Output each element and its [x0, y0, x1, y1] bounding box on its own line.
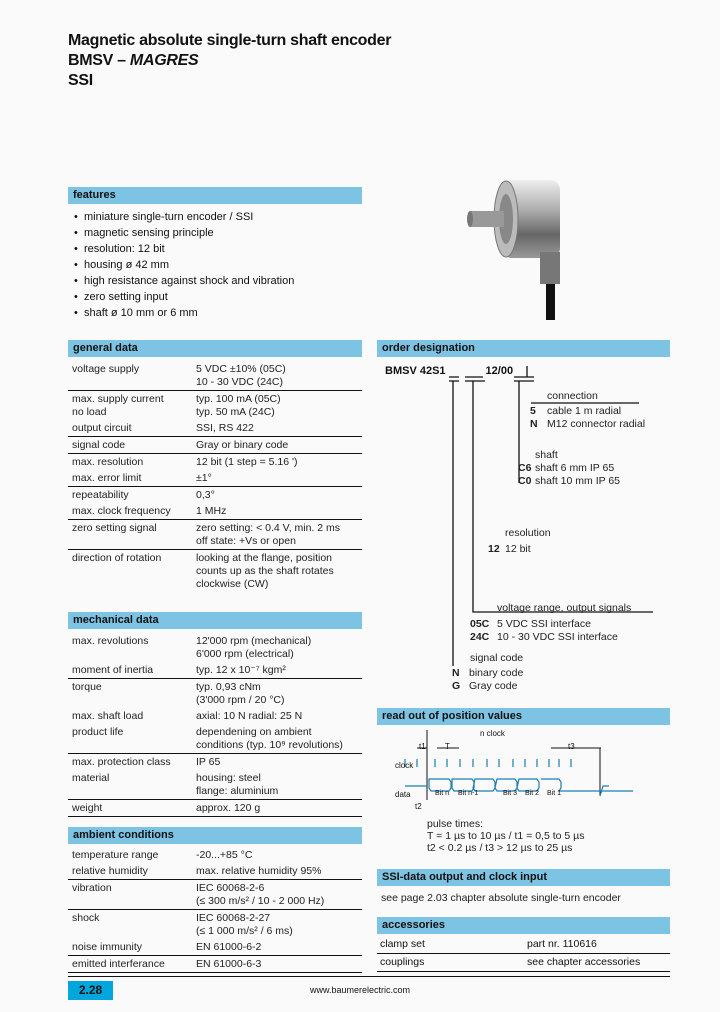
t1-label: t1: [419, 742, 426, 751]
signal-code-options: [452, 667, 523, 693]
row-label: direction of rotation: [72, 551, 162, 564]
row-group: [68, 520, 362, 550]
row-label: relative humidity: [72, 864, 148, 877]
voltage-option-code: 24C: [470, 631, 490, 643]
row-group: [68, 847, 362, 880]
row-group: [68, 880, 362, 910]
table-row: [68, 361, 362, 390]
t2-label: t2: [415, 802, 422, 811]
connection-option: [530, 418, 645, 431]
table-row: [68, 503, 362, 519]
row-label: max. error limit: [72, 471, 142, 484]
data-label: data: [395, 790, 411, 799]
row-value: dependening on ambient conditions (typ. 10⁹ revolutions): [196, 725, 343, 751]
table-row: [68, 956, 362, 972]
row-value: axial: 10 N radial: 25 N: [196, 709, 303, 722]
row-value: 1 MHz: [196, 504, 227, 517]
readout-heading: read out of position values: [377, 708, 670, 725]
row-group: [68, 800, 362, 817]
feature-item: • resolution: 12 bit: [74, 241, 294, 257]
row-value: IP 65: [196, 755, 221, 768]
accessory-value: see chapter accessories: [527, 956, 641, 968]
title-line2: [68, 52, 198, 70]
voltage-option-text: 5 VDC SSI interface: [497, 618, 591, 630]
page-number: 2.28: [68, 981, 113, 1000]
accessory-name: couplings: [380, 956, 425, 968]
table-row: [68, 454, 362, 470]
shaft-option: [518, 475, 620, 488]
feature-item: • zero setting input: [74, 289, 294, 305]
table-row: [68, 662, 362, 678]
row-group: [68, 391, 362, 437]
row-value: max. relative humidity 95%: [196, 864, 322, 877]
pulse-times-1: T = 1 µs to 10 µs / t1 = 0,5 to 5 µs: [427, 830, 585, 842]
row-label: voltage supply: [72, 362, 140, 375]
row-label: output circuit: [72, 421, 132, 434]
row-group: [68, 487, 362, 520]
row-value: looking at the flange, position counts up as the shaft rotates clockwise (CW): [196, 551, 334, 590]
row-label: max. shaft load: [72, 709, 144, 722]
row-label: shock: [72, 911, 100, 924]
row-label: material: [72, 771, 110, 784]
table-row: [68, 939, 362, 955]
table-row: [68, 770, 362, 799]
row-value: ±1°: [196, 471, 212, 484]
row-value: IEC 60068-2-27 (≤ 1 000 m/s² / 6 ms): [196, 911, 293, 937]
resolution-option-code: 12: [488, 543, 500, 555]
general-data-heading: general data: [68, 340, 362, 357]
title-line3: SSI: [68, 72, 93, 89]
row-label: repeatability: [72, 488, 129, 501]
row-group: [68, 437, 362, 454]
data-bit-label: Bit 3: [503, 790, 518, 797]
table-row: [68, 679, 362, 708]
connection-option-text: cable 1 m radial: [547, 405, 622, 417]
row-value: typ. 100 mA (05C) typ. 50 mA (24C): [196, 392, 281, 418]
signal-option: [452, 680, 523, 693]
t3-label: t3: [568, 742, 575, 751]
row-label: max. clock frequency: [72, 504, 171, 517]
resolution-option-text: 12 bit: [505, 543, 531, 555]
voltage-option-code: 05C: [470, 618, 490, 630]
connection-option-text: M12 connector radial: [547, 418, 646, 430]
row-group: [68, 956, 362, 973]
shaft-option-code: C0: [518, 475, 532, 487]
table-row: [68, 487, 362, 503]
accessory-row: [377, 954, 670, 972]
row-label: weight: [72, 801, 103, 814]
ssi-heading: SSI-data output and clock input: [377, 869, 670, 886]
connection-option: [530, 405, 645, 418]
row-group: [68, 633, 362, 679]
table-row: [68, 470, 362, 486]
row-value: 12 bit (1 step = 5.16 '): [196, 455, 298, 468]
row-value: 0,3°: [196, 488, 215, 501]
accessory-name: clamp set: [380, 938, 425, 950]
table-row: [68, 754, 362, 770]
order-designation-heading: order designation: [377, 340, 670, 357]
row-value: 12'000 rpm (mechanical) 6'000 rpm (electrical): [196, 634, 312, 660]
row-label: noise immunity: [72, 940, 143, 953]
table-row: [68, 847, 362, 863]
order-code: BMSV 42S1 12/00: [385, 365, 514, 377]
resolution-options: [488, 543, 531, 556]
product-family: MAGRES: [129, 52, 199, 69]
row-group: [68, 361, 362, 391]
row-label: max. supply current no load: [72, 392, 164, 418]
product-code: BMSV –: [68, 52, 130, 69]
data-bit-label: Bit n: [435, 790, 450, 797]
shaft-option-code: C6: [518, 462, 532, 474]
row-label: product life: [72, 725, 124, 738]
website-link[interactable]: www.baumerelectric.com: [310, 985, 411, 995]
table-row: [68, 708, 362, 724]
row-value: typ. 0,93 cNm (3'000 rpm / 20 °C): [196, 680, 285, 706]
row-label: moment of inertia: [72, 663, 154, 676]
signal-option: [452, 667, 523, 680]
accessory-row: [377, 936, 670, 954]
voltage-option: [470, 631, 618, 644]
connection-option-code: N: [530, 418, 538, 430]
table-row: [68, 550, 362, 592]
signal-option-text: Gray code: [469, 680, 518, 692]
shaft-option-text: shaft 10 mm IP 65: [535, 475, 621, 487]
row-label: temperature range: [72, 848, 159, 861]
data-bit-label: Bit n-1: [458, 790, 479, 797]
voltage-options: [470, 618, 618, 644]
feature-item: • housing ø 42 mm: [74, 257, 294, 273]
row-value: housing: steel flange: aluminium: [196, 771, 279, 797]
shaft-option: [518, 462, 620, 475]
title-line1: Magnetic absolute single-turn shaft encoder: [68, 32, 392, 49]
row-value: EN 61000-6-2: [196, 940, 262, 953]
footer-divider: [68, 976, 670, 977]
row-label: emitted interferance: [72, 957, 165, 970]
row-label: signal code: [72, 438, 126, 451]
clock-label: clock: [395, 761, 414, 770]
resolution-label: resolution: [505, 527, 551, 539]
shaft-option-text: shaft 6 mm IP 65: [535, 462, 615, 474]
mechanical-data-heading: mechanical data: [68, 612, 362, 629]
row-value: typ. 12 x 10⁻⁷ kgm²: [196, 663, 286, 676]
connection-option-code: 5: [530, 405, 536, 417]
encoder-product-image: [460, 180, 570, 320]
row-group: [68, 754, 362, 800]
row-group: [68, 454, 362, 487]
n-clock-label: n clock: [480, 729, 505, 738]
data-bit-label: Bit 2: [525, 790, 540, 797]
ssi-timing-diagram: [377, 728, 670, 808]
signal-option-code: N: [452, 667, 460, 679]
row-label: vibration: [72, 881, 112, 894]
row-value: -20...+85 °C: [196, 848, 253, 861]
data-bit-label: Bit 1: [547, 790, 562, 797]
accessory-value: part nr. 110616: [527, 938, 597, 950]
signal-option-code: G: [452, 680, 461, 692]
connection-label: connection: [547, 390, 598, 402]
shaft-options: [518, 462, 620, 488]
table-row: [68, 863, 362, 879]
resolution-option: [488, 543, 531, 556]
shaft-label: shaft: [535, 449, 558, 461]
feature-item: • magnetic sensing principle: [74, 225, 294, 241]
row-label: max. resolution: [72, 455, 144, 468]
connection-options: [530, 405, 645, 431]
row-value: 5 VDC ±10% (05C) 10 - 30 VDC (24C): [196, 362, 286, 388]
feature-item: • shaft ø 10 mm or 6 mm: [74, 305, 294, 321]
feature-item: • miniature single-turn encoder / SSI: [74, 209, 294, 225]
row-label: max. protection class: [72, 755, 171, 768]
features-heading: features: [68, 187, 362, 204]
ambient-heading: ambient conditions: [68, 827, 362, 844]
clock-pulses: [405, 759, 571, 767]
table-row: [68, 800, 362, 816]
row-value: SSI, RS 422: [196, 421, 254, 434]
row-value: approx. 120 g: [196, 801, 261, 814]
row-value: zero setting: < 0.4 V, min. 2 ms off state: +Vs or open: [196, 521, 341, 547]
row-group: [68, 910, 362, 956]
table-row: [68, 520, 362, 549]
table-row: [68, 880, 362, 909]
table-row: [68, 391, 362, 420]
table-row: [68, 910, 362, 939]
row-group: [68, 679, 362, 754]
row-value: EN 61000-6-3: [196, 957, 262, 970]
voltage-option: [470, 618, 618, 631]
row-value: Gray or binary code: [196, 438, 289, 451]
row-label: zero setting signal: [72, 521, 157, 534]
row-group: [68, 550, 362, 592]
voltage-option-text: 10 - 30 VDC SSI interface: [497, 631, 618, 643]
row-label: torque: [72, 680, 102, 693]
row-label: max. revolutions: [72, 634, 149, 647]
general-data-table: [68, 361, 362, 592]
table-row: [68, 420, 362, 436]
ambient-table: [68, 847, 362, 973]
signal-code-label: signal code: [470, 652, 524, 664]
accessories-table: [377, 936, 670, 972]
pulse-times-2: t2 < 0.2 µs / t3 > 12 µs to 25 µs: [427, 842, 573, 854]
signal-option-text: binary code: [469, 667, 524, 679]
accessories-heading: accessories: [377, 917, 670, 934]
feature-item: • high resistance against shock and vibration: [74, 273, 294, 289]
row-value: IEC 60068-2-6 (≤ 300 m/s² / 10 - 2 000 Hz): [196, 881, 325, 907]
features-list: [74, 209, 294, 321]
t-label: T: [445, 742, 450, 751]
mechanical-data-table: [68, 633, 362, 817]
voltage-label: voltage range, output signals: [497, 602, 632, 614]
ssi-text: see page 2.03 chapter absolute single-turn encoder: [381, 892, 621, 904]
table-row: [68, 633, 362, 662]
pulse-title: pulse times:: [427, 818, 484, 830]
table-row: [68, 724, 362, 753]
table-row: [68, 437, 362, 453]
